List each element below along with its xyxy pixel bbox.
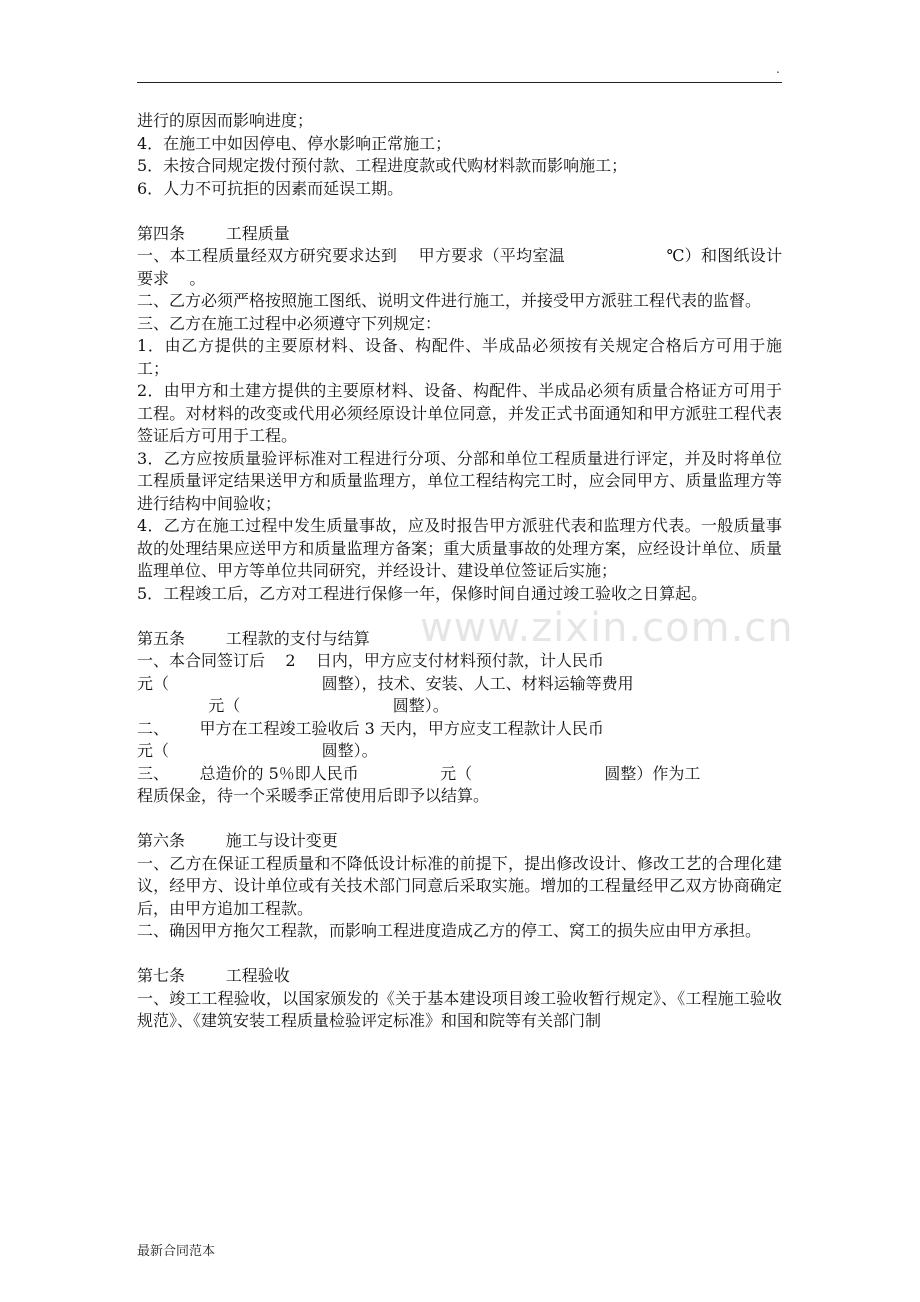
paragraph: 6．人力不可抗拒的因素而延误工期。: [137, 178, 404, 198]
section-heading: 第六条 施工与设计变更: [137, 831, 338, 850]
section-heading: 第四条 工程质量: [137, 223, 290, 243]
paragraph-line: 元（ 圆整）。: [137, 696, 449, 715]
header-mark: .: [776, 62, 780, 76]
paragraph: 一、竣工工程验收，以国家颁发的《关于基本建设项目竣工验收暂行规定》、《工程施工验收规范》、《建筑安装工程质量检验评定标准》和国和院等有关部门制: [137, 988, 782, 1030]
section-heading: 第五条 工程款的支付与结算: [137, 628, 370, 648]
paragraph: 1．由乙方提供的主要原材料、设备、构配件、半成品必须按有关规定合格后方可用于施工；: [137, 336, 782, 378]
paragraph: 一、本工程质量经双方研究要求达到 甲方要求（平均室温 ℃）和图纸设计要求 。: [137, 246, 782, 288]
paragraph: 进行的原因而影响进度；: [137, 111, 314, 130]
paragraph: 4．在施工中如因停电、停水影响正常施工；: [137, 133, 452, 153]
paragraph-line: 一、本合同签订后 2 日内，甲方应支付材料预付款，计人民币: [137, 651, 604, 670]
footer-text: 最新合同范本: [137, 1244, 216, 1259]
paragraph-line: 三、 总造价的 5％即人民币 元（ 圆整）作为工: [137, 763, 701, 783]
paragraph-line: 程质保金，待一个采暖季正常使用后即予以结算。: [137, 786, 490, 805]
paragraph: 二、确因甲方拖欠工程款，而影响工程进度造成乙方的停工、窝工的损失应由甲方承担。: [137, 921, 762, 940]
paragraph: 5．未按合同规定拨付预付款、工程进度款或代购材料款而影响施工；: [137, 156, 628, 175]
paragraph: 5．工程竣工后，乙方对工程进行保修一年，保修时间自通过竣工验收之日算起。: [137, 583, 708, 603]
document-body: [137, 110, 782, 1033]
paragraph-line: 二、 甲方在工程竣工验收后 3 天内，甲方应支工程款计人民币: [137, 718, 604, 738]
watermark: www.zixin.com.cn: [420, 605, 794, 651]
paragraph: 4．乙方在施工过程中发生质量事故，应及时报告甲方派驻代表和监理方代表。一般质量事故的处理结果应送甲方和质量监理方备案；重大质量事故的处理方案，应经设计单位、质量监理单位、甲方等单位共同研究，并经设计、建设单位签证后实施；: [137, 516, 782, 580]
paragraph-line: 元（ 圆整）。: [137, 741, 378, 760]
paragraph: 一、乙方在保证工程质量和不降低设计标准的前提下，提出修改设计、修改工艺的合理化建议，经甲方、设计单位或有关技术部门同意后采取实施。增加的工程量经甲乙双方协商确定后，由甲方追加工程款。: [137, 853, 782, 918]
header-rule: [137, 82, 782, 83]
paragraph-line: 元（ 圆整），技术、安装、人工、材料运输等费用: [137, 673, 634, 693]
paragraph: 3．乙方应按质量验评标准对工程进行分项、分部和单位工程质量进行评定，并及时将单位工程质量评定结果送甲方和质量监理方，单位工程结构完工时，应会同甲方、质量监理方等进行结构中间验收；: [137, 448, 782, 513]
paragraph: 三、乙方在施工过程中必须遵守下列规定：: [137, 313, 442, 333]
section-heading: 第七条 工程验收: [137, 966, 290, 985]
paragraph: 二、乙方必须严格按照施工图纸、说明文件进行施工，并接受甲方派驻工程代表的监督。: [137, 291, 762, 310]
paragraph: 2．由甲方和土建方提供的主要原材料、设备、构配件、半成品必须有质量合格证方可用于工程。对材料的改变或代用必须经原设计单位同意，并发正式书面通知和甲方派驻工程代表签证后方可用于工程。: [137, 381, 782, 445]
